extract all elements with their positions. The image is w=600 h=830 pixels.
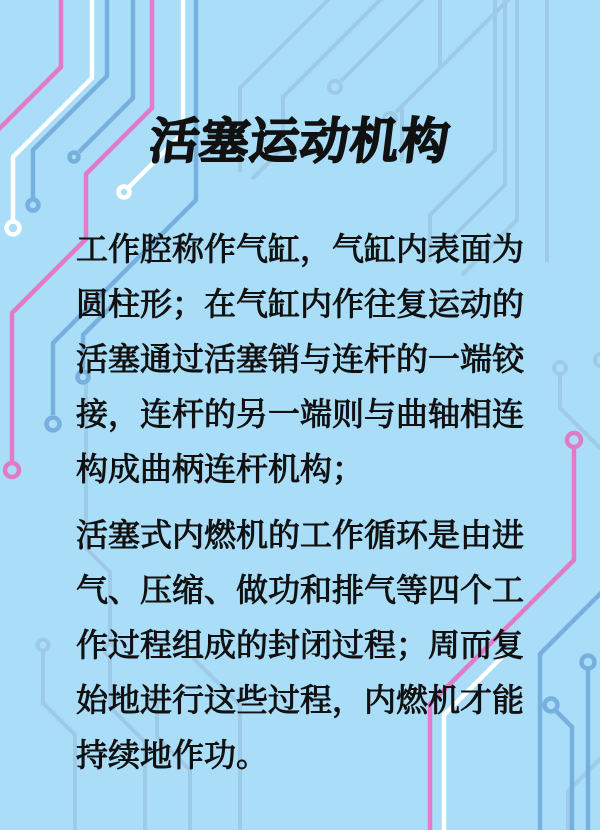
paragraph-work-cycle: 活塞式内燃机的工作循环是由进气、压缩、做功和排气等四个工作过程组成的封闭过程；周而复始地进行这些过程，内燃机才能持续地作功。	[76, 517, 525, 773]
page-title: 活塞运动机构	[146, 115, 454, 169]
paragraph-piston-mechanism: 工作腔称作气缸，气缸内表面为圆柱形；在气缸内作往复运动的活塞通过活塞销与连杆的一端铰接，连杆的另一端则与曲轴相连构成曲柄连杆机构；	[76, 231, 525, 487]
